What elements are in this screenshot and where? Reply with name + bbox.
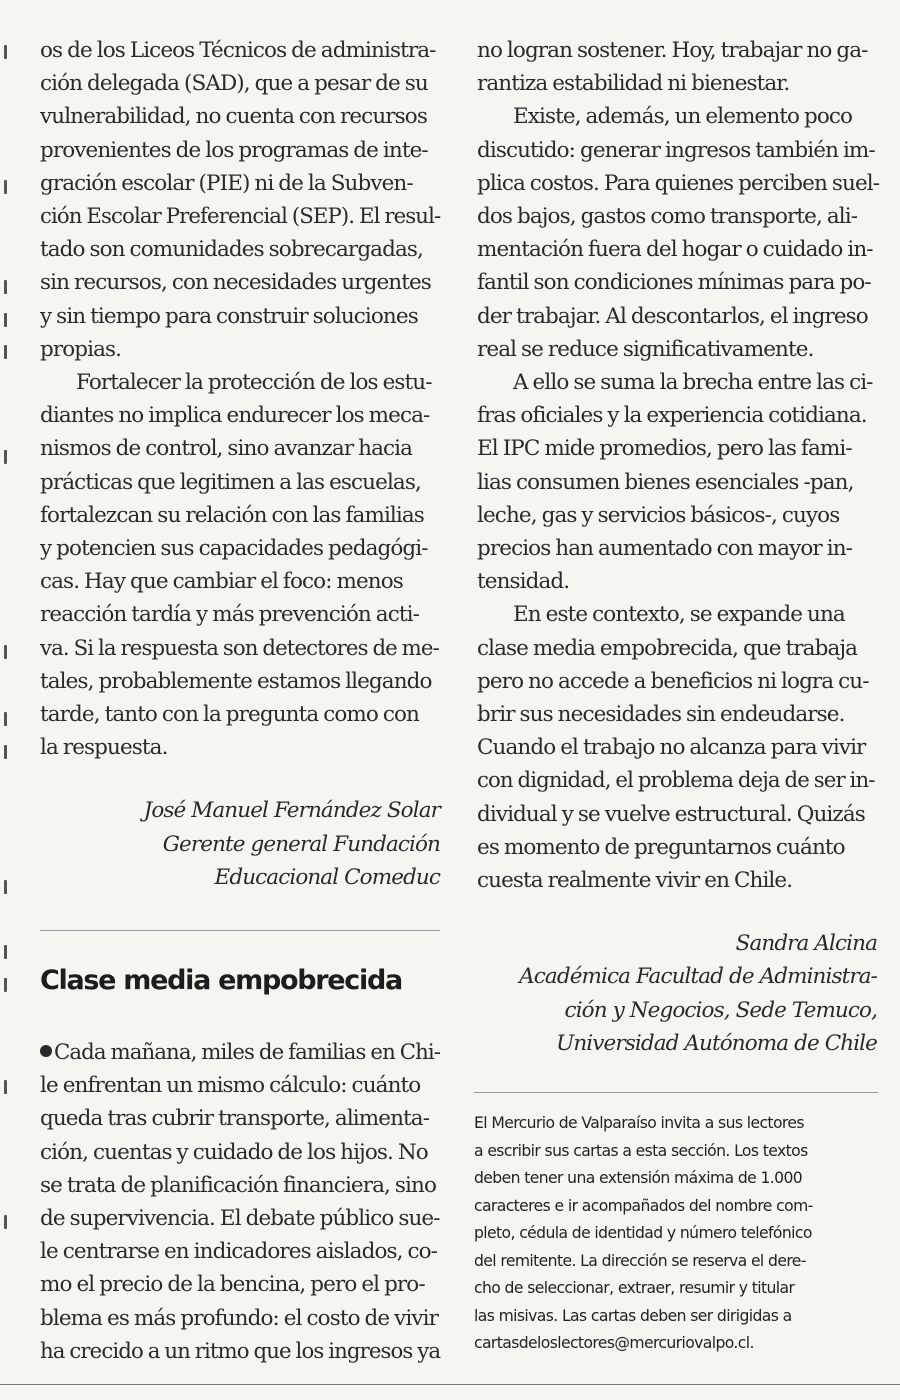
text-line: sin recursos, con necesidades urgentes [40,270,431,296]
text-line: tensidad. [477,569,570,595]
note-line: pleto, cédula de identidad y número telefónico [474,1224,812,1242]
letter-2-signature [477,927,877,1060]
text-line: ción delegada (SAD), que a pesar de su [40,71,428,97]
section-divider [474,1092,878,1093]
text-line: Cuando el trabajo no alcanza para vivir [477,735,866,761]
text-line: clase media empobrecida, que trabaja [477,635,858,661]
text-line: prácticas que legitimen a las escuelas, [40,469,421,495]
text-line: ción, cuentas y cuidado de los hijos. No [40,1139,428,1165]
left-column [40,34,440,894]
letter-2-body [40,1036,440,1368]
text-line: mentación fuera del hogar o cuidado in- [477,237,873,263]
letter-2-paragraph-4 [477,598,877,897]
note-line: deben tener una extensión máxima de 1.000 [474,1169,803,1187]
author-name: Sandra Alcina [735,931,877,957]
note-line: caracteres e ir acompañados del nombre com- [474,1196,813,1215]
text-line: diantes no implica endurecer los meca- [40,403,430,429]
text-line: queda tras cubrir transporte, alimenta- [40,1106,430,1132]
note-email[interactable]: cartasdeloslectores@mercuriovalpo.cl. [474,1334,754,1352]
letter-2-heading: Clase media empobrecida [40,965,402,996]
text-line: El IPC mide promedios, pero las fami- [477,436,852,462]
author-title: Gerente general Fundación [162,831,440,857]
text-line: le centrarse en indicadores aislados, co- [40,1239,438,1265]
page-edge-mark [4,645,7,659]
text-line: va. Si la respuesta son detectores de me- [40,635,439,661]
note-line: cho de seleccionar, extraer, resumir y titular [474,1279,795,1297]
letter-2-paragraph-2 [477,100,880,366]
text-line: propias. [40,336,122,362]
text-line: blema es más profundo: el costo de vivir [40,1305,439,1331]
bullet-icon [40,1045,52,1057]
text-line: reacción tardía y más prevención acti- [40,602,419,628]
text-line: cuesta realmente vivir en Chile. [477,868,793,894]
text-line: ha crecido a un ritmo que los ingresos ya [40,1338,441,1364]
page-edge-mark [4,945,7,959]
section-divider [40,930,440,931]
page-bottom-rule [0,1384,900,1385]
letter-1-paragraph-2 [40,366,440,764]
text-line: rantiza estabilidad ni bienestar. [477,71,790,97]
text-line: es momento de preguntarnos cuánto [477,834,845,860]
text-line: la respuesta. [40,735,168,761]
page-edge-mark [4,45,7,59]
text-line: y potencien sus capacidades pedagógi- [40,536,428,562]
text-line [40,1036,440,1069]
text-line: A ello se suma la brecha entre las ci- [513,370,873,396]
text-line: mo el precio de la bencina, pero el pro- [40,1272,425,1298]
text-line: le enfrentan un mismo cálculo: cuánto [40,1073,421,1099]
text-line: precios han aumentado con mayor in- [477,536,853,562]
text-line: y sin tiempo para construir soluciones [40,303,418,329]
page-edge-mark [4,745,7,759]
letter-1-signature [40,794,440,894]
page-edge-mark [4,180,7,194]
text-line: os de los Liceos Técnicos de administra- [40,38,436,63]
author-title-continued: ción y Negocios, Sede Temuco, [564,997,877,1023]
text-line: Existe, además, un elemento poco [513,104,853,130]
text-line: der trabajar. Al descontarlos, el ingreso [477,303,868,329]
text-line: real se reduce significativamente. [477,336,814,362]
text-line: pero no accede a beneficios ni logra cu- [477,668,869,694]
text-line: discutido: generar ingresos también im- [477,137,875,163]
text-line: vulnerabilidad, no cuenta con recursos [40,104,427,130]
text-line: fantil son condiciones mínimas para po- [477,270,871,296]
letter-2-paragraph-1-end [477,34,877,100]
note-line: las misivas. Las cartas deben ser dirigidas a [474,1306,792,1325]
author-organization: Universidad Autónoma de Chile [556,1030,877,1056]
text-line: se trata de planificación financiera, sino [40,1172,437,1198]
text-line: brir sus necesidades sin endeudarse. [477,702,845,728]
page-edge-mark [4,450,7,464]
text-line: dos bajos, gastos como transporte, ali- [477,204,858,230]
text-line: lias consumen bienes esenciales -pan, [477,469,854,495]
page-edge-mark [4,313,7,327]
letter-2-paragraph-3 [477,366,877,598]
page-edge-mark [4,280,7,294]
text-line: En este contexto, se expande una [513,602,845,628]
right-column [477,34,880,1060]
text-line: ción Escolar Preferencial (SEP). El resul- [40,204,441,230]
text-line: Fortalecer la protección de los estu- [76,370,432,396]
page-edge-mark [4,345,7,359]
note-line: del remitente. La dirección se reserva el dere- [474,1251,806,1270]
note-line: El Mercurio de Valparaíso invita a sus lectores [474,1114,804,1132]
editor-note [474,1110,874,1358]
text-line: dividual y se vuelve estructural. Quizás [477,801,865,827]
text-line: nismos de control, sino avanzar hacia [40,436,413,462]
text-line: con dignidad, el problema deja de ser in- [477,768,875,794]
author-title: Académica Facultad de Administra- [519,964,877,990]
text-line: no logran sostener. Hoy, trabajar no ga- [477,38,868,63]
letter-1-end-paragraph [40,34,440,366]
text-line: fras oficiales y la experiencia cotidiana. [477,403,867,429]
text-line-content: Cada mañana, miles de familias en Chi- [54,1040,441,1065]
text-line: tado son comunidades sobrecargadas, [40,237,423,263]
text-line: fortalezcan su relación con las familias [40,502,424,528]
text-line: provenientes de los programas de inte- [40,137,428,163]
page-edge-mark [4,1215,7,1229]
text-line: gración escolar (PIE) ni de la Subven- [40,170,413,196]
author-organization: Educacional Comeduc [214,864,440,890]
text-line: de supervivencia. El debate público sue- [40,1206,440,1232]
page-edge-mark [4,880,7,894]
author-name: José Manuel Fernández Solar [143,798,440,824]
text-line: tales, probablemente estamos llegando [40,668,432,694]
text-line: cas. Hay que cambiar el foco: menos [40,569,403,595]
text-line: plica costos. Para quienes perciben suel- [477,170,880,196]
page-edge-mark [4,978,7,992]
page-edge-mark [4,1080,7,1094]
text-line: leche, gas y servicios básicos-, cuyos [477,502,840,528]
page-edge-mark [4,712,7,726]
text-line: tarde, tanto con la pregunta como con [40,702,420,728]
note-line: a escribir sus cartas a esta sección. Los textos [474,1141,808,1160]
